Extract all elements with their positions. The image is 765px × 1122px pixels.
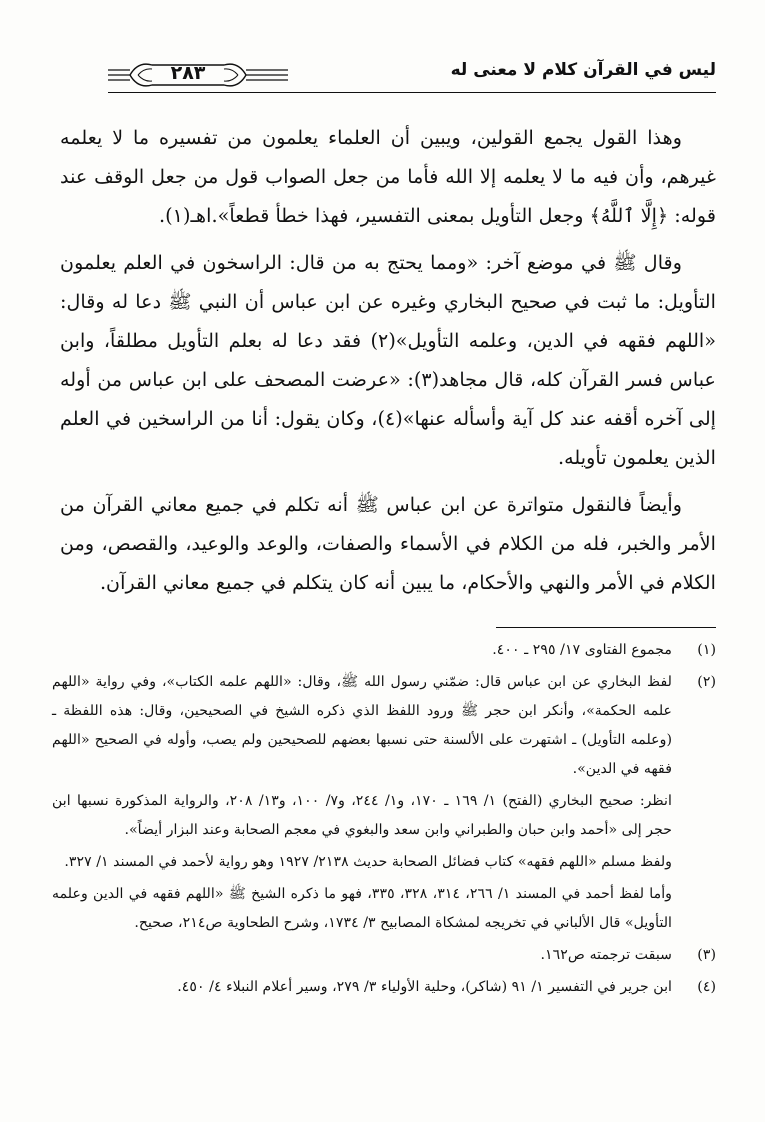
footnote-number: (٣) [697,947,716,963]
paragraph: وأيضاً فالنقول متواترة عن ابن عباس ﷺ أنه تكلم في جميع معاني القرآن من الأمر والخبر، فله من الكلام في الأسماء والصفات، والوعد والوعيد، والقصص، ومن الكلام في الأمر والنهي والأحكام، ما يبين أنه كان يتكلم في جميع معاني القرآن. [60,493,716,594]
footnote-number: (٢) [697,674,716,690]
footnote-text: مجموع الفتاوى ١٧/ ٢٩٥ ـ ٤٠٠. [492,642,672,658]
paragraph: وهذا القول يجمع القولين، ويبين أن العلماء يعلمون من تفسيره ما لا يعلمه غيرهم، وأن فيه ما لا يعلمه إلا الله فأما من جعل الصواب قول من جعل الوقف عند قوله: ﴿إِلَّا ٱللَّهُ﴾ وجعل التأويل بمعنى التفسير، فهذا خطأ قطعاً».اهـ(١). [60,126,716,227]
footnote-separator [496,627,716,628]
paragraph: وقال ﷺ في موضع آخر: «ومما يحتج به من قال: الراسخون في العلم يعلمون التأويل: ما ثبت في صحيح البخاري وغيره عن ابن عباس أن النبي ﷺ دعا له وقال: «اللهم فقهه في الدين، وعلمه التأويل»(٢) فقد دعا له بعلم التأويل مطلقاً، وابن عباس فسر القرآن كله، قال مجاهد(٣): «عرضت المصحف على ابن عباس من أوله إلى آخره أقفه عند كل آية وأسأله عنها»(٤)، وكان يقول: أنا من الراسخين في العلم الذين يعلمون تأويله. [60,251,716,469]
footnote-text: ولفظ مسلم «اللهم فقهه» كتاب فضائل الصحابة حديث ٢١٣٨/ ١٩٢٧ وهو رواية لأحمد في المسند ١/ ٣٢٧. [64,854,672,870]
running-title: ليس في القرآن كلام لا معنى له [450,60,716,80]
footnote-number: (٤) [697,979,716,995]
main-text [60,118,716,610]
footnote-text: انظر: صحيح البخاري (الفتح) ١/ ١٦٩ ـ ١٧٠، و١/ ٢٤٤، و٧/ ١٠٠، و١٣/ ٢٠٨، والرواية المذكورة نسبها ابن حجر إلى «أحمد وابن حبان والطبراني وابن سعد والبغوي في معجم الصحابة وعند البزار أيضاً». [52,793,672,838]
footnote-number: (١) [697,642,716,658]
page-header [108,56,716,96]
footnote-text: ابن جرير في التفسير ١/ ٩١ (شاكر)، وحلية الأولياء ٣/ ٢٧٩، وسير أعلام النبلاء ٤/ ٤٥٠. [177,979,672,995]
page-number: ٢٨٣ [170,62,206,84]
footnote-text: لفظ البخاري عن ابن عباس قال: ضمّني رسول الله ﷺ، وقال: «اللهم علمه الكتاب»، وفي رواية «اللهم علمه الحكمة»، وأنكر ابن حجر ﷺ ورود اللفظ الذي ذكره الشيخ في الصحيحين، وقال: هذه اللفظة ـ (وعلمه التأويل) ـ اشتهرت على الألسنة حتى نسبها بعضهم للصحيحين ولم يصب، وأوله في الصحيح «اللهم فقهه في الدين». [52,674,672,777]
header-rule [108,92,716,93]
footnotes [52,636,716,1005]
footnote-item [52,941,716,970]
footnote-text: وأما لفظ أحمد في المسند ١/ ٢٦٦، ٣١٤، ٣٢٨، ٣٣٥، فهو ما ذكره الشيخ ﷺ «اللهم فقهه في الدين وعلمه التأويل» قال الألباني في تخريجه لمشكاة المصابيح ٣/ ١٧٣٤، وشرح الطحاوية ص٢١٤، صحيح. [52,886,673,931]
footnote-item [52,636,716,665]
footnote-item [52,973,716,1002]
footnote-item [52,668,716,938]
page-number-ornament [108,56,288,94]
footnote-text: سبقت ترجمته ص١٦٢. [540,947,672,963]
